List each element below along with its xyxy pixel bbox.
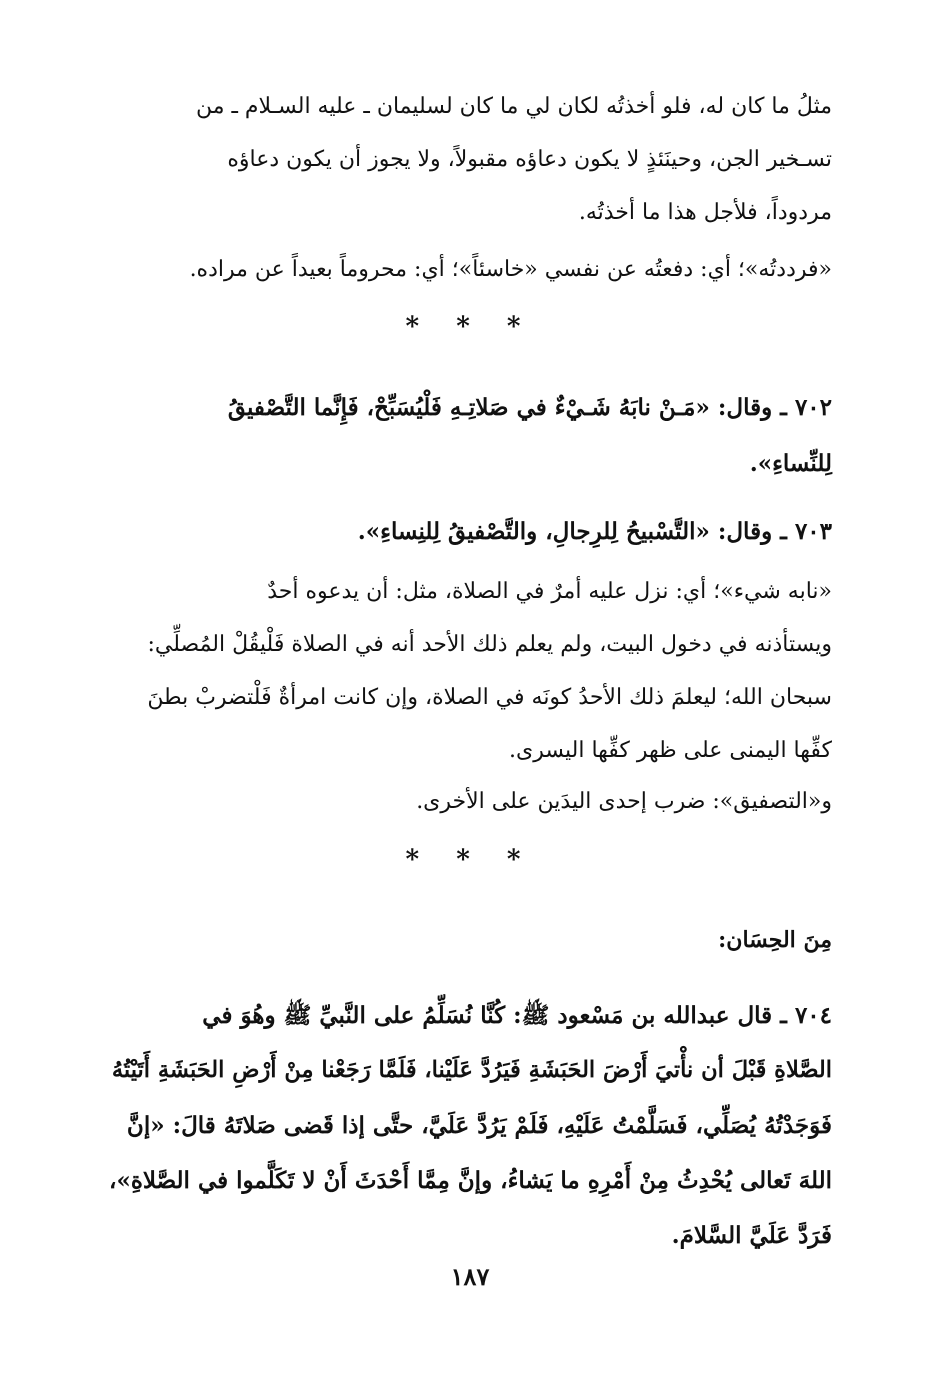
text-line: الصَّلاةِ قَبْلَ أن نأْتيَ أَرْضَ الحَبَشَةِ فَيَرُدَّ عَلَيْنا، فَلَمَّا رَجَعْنا مِنْ أَرْضِ الحَبَشَةِ أَتَيْتُهُ (111, 1057, 832, 1083)
paragraph-commentary-1 (107, 80, 832, 239)
text-line: و«التصفيق»: ضرب إحدى اليدَين على الأخرى. (416, 789, 832, 814)
text-line: «نابه شيء»؛ أي: نزل عليه أمرٌ في الصلاة، مثل: أن يدعوه أحدٌ (267, 579, 832, 604)
page-number: ١٨٧ (450, 1262, 490, 1291)
text-line: ٧٠٢ ـ وقال: «مَـنْ نابَهُ شَـيْءٌ في صَلاتِـهِ فَلْيُسَبِّحْ، فَإِنَّما التَّصْفيقُ (227, 394, 832, 421)
text-line: فَرَدَّ عَلَيَّ السَّلامَ. (671, 1222, 832, 1249)
text-line: تسـخير الجن، وحينَئذٍ لا يكون دعاؤه مقبولاً، ولا يجوز أن يكون دعاؤه (227, 147, 832, 172)
section-separator: * * * (405, 845, 535, 875)
text-line: مردوداً، فلأجل هذا ما أخذتُه. (578, 200, 832, 225)
text-line: ٧٠٣ ـ وقال: «التَّسْبيحُ لِلرِجالِ، والتَّصْفيقُ لِلنِساءِ». (357, 518, 832, 545)
text-line: كفِّها اليمنى على ظهر كفِّها اليسرى. (509, 738, 832, 763)
text-line: سبحان الله؛ ليعلمَ ذلك الأحدُ كونَه في الصلاة، وإن كانت امرأةٌ فَلْتضربْ بطنَ (147, 685, 832, 710)
hadith-704 (107, 988, 832, 1263)
text-line: لِلنِّساءِ». (749, 450, 832, 477)
hadith-702 (107, 380, 832, 492)
text-line: ٧٠٤ ـ قال عبدالله بن مَسْعود ﷺ: كُنَّا نُسَلِّمُ على النَّبيِّ ﷺ وهُوَ في (202, 1002, 832, 1029)
text-line: مثلُ ما كان له، فلو أخذتُه لكان لي ما كان لسليمان ـ عليه السـلام ـ من (195, 94, 832, 119)
paragraph-commentary-3 (107, 565, 832, 777)
paragraph-commentary-4 (107, 775, 832, 828)
text-line: ويستأذنه في دخول البيت، ولم يعلم ذلك الأحد أنه في الصلاة فَلْيقُلْ المُصلِّي: (147, 632, 832, 657)
text-line: «فرددتُه»؛ أي: دفعتُه عن نفسي «خاسئاً»؛ أي: محروماً بعيداً عن مراده. (189, 257, 832, 282)
text-line: فَوَجَدْتُهُ يُصَلِّي، فَسَلَّمْتُ عَلَيْهِ، فَلَمْ يَرُدَّ عَلَيَّ، حتَّى إذا قَضى صَلاتَهُ قالَ: «إنَّ (126, 1112, 832, 1139)
section-separator: * * * (405, 312, 535, 342)
paragraph-commentary-2 (107, 243, 832, 296)
text-line: اللهَ تَعالى يُحْدِثُ مِنْ أَمْرِهِ ما يَشاءُ، وإنَّ مِمَّا أَحْدَثَ أَنْ لا تَكَلَّموا في الصَّلاةِ»، (109, 1167, 832, 1194)
hadith-703 (107, 505, 832, 558)
section-heading: مِنَ الحِسَان: (718, 927, 832, 953)
